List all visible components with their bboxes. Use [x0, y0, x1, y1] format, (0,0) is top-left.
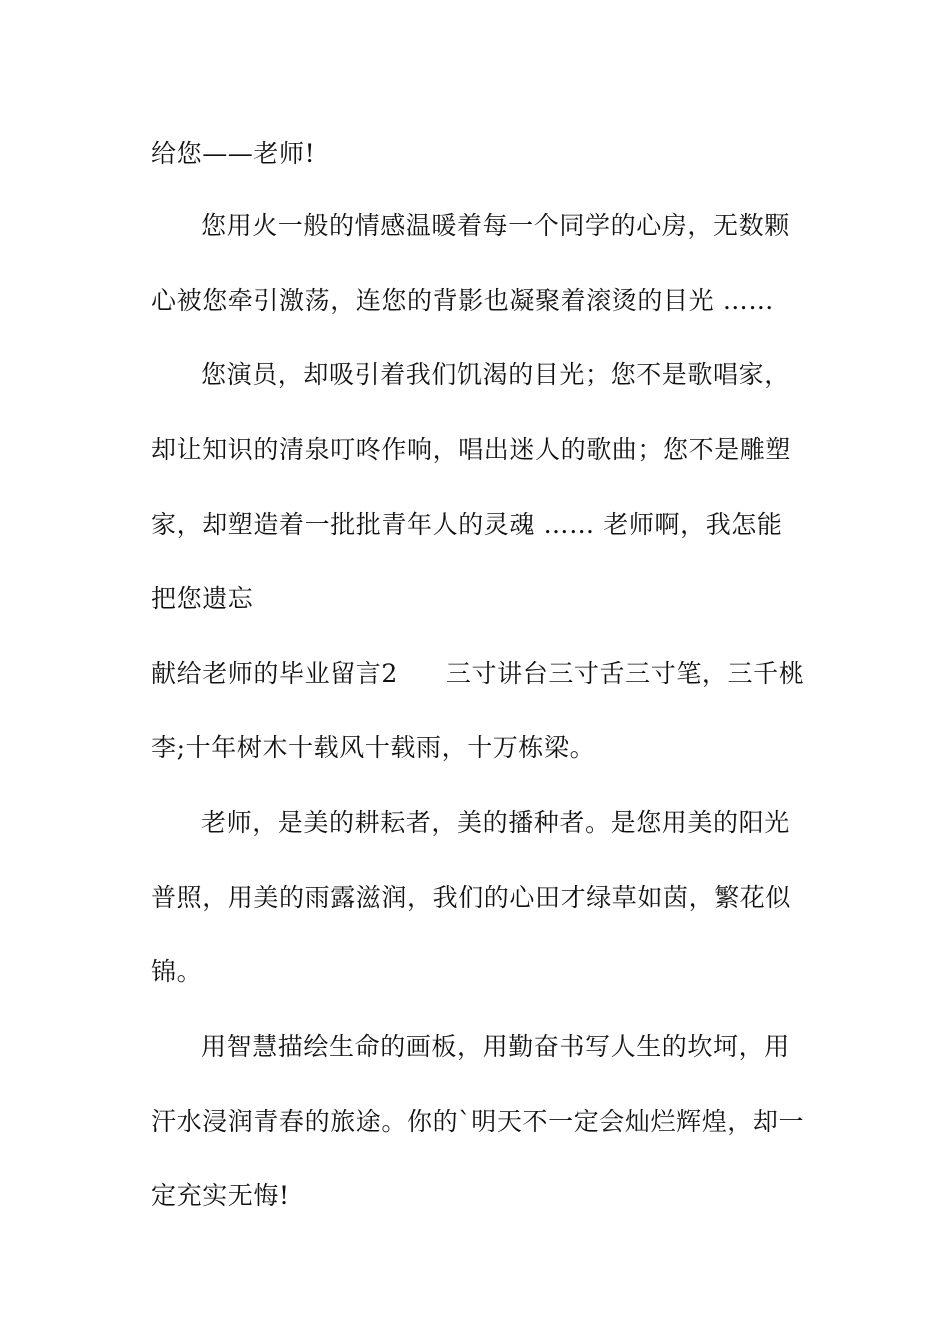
text-line: 却让知识的清泉叮咚作响，唱出迷人的歌曲；您不是雕塑 [151, 435, 792, 464]
text-line: 家，却塑造着一批批青年人的灵魂 …… 老师啊，我怎能 [151, 510, 783, 539]
text-line: 汗水浸润青春的旅途。你的`明天不一定会灿烂辉煌，却一 [151, 1107, 805, 1136]
text-line: 定充实无悔! [151, 1181, 290, 1210]
text-line: 老师，是美的耕耘者，美的播种者。是您用美的阳光 [201, 808, 790, 837]
text-line [151, 659, 804, 689]
text-line: 用智慧描绘生命的画板，用勤奋书写人生的坎坷，用 [201, 1032, 790, 1061]
text-line: 您演员，却吸引着我们饥渴的目光；您不是歌唱家， [201, 360, 790, 389]
text-line: 普照，用美的雨露滋润，我们的心田才绿草如茵，繁花似 [151, 883, 792, 912]
text-segment: 三寸讲台三寸舌三寸笔，三千桃 [445, 659, 805, 688]
text-line: 李;十年树木十载风十载雨，十万栋梁。 [151, 733, 596, 762]
text-line: 心被您牵引激荡，连您的背影也凝聚着滚烫的目光 …… [151, 286, 774, 315]
text-line: 您用火一般的情感温暖着每一个同学的心房，无数颗 [201, 211, 790, 240]
text-line: 给您——老师! [151, 139, 316, 168]
text-line: 把您遗忘 [151, 584, 254, 613]
text-line: 锦。 [151, 957, 203, 986]
section-heading: 献给老师的毕业留言2 [151, 659, 398, 688]
